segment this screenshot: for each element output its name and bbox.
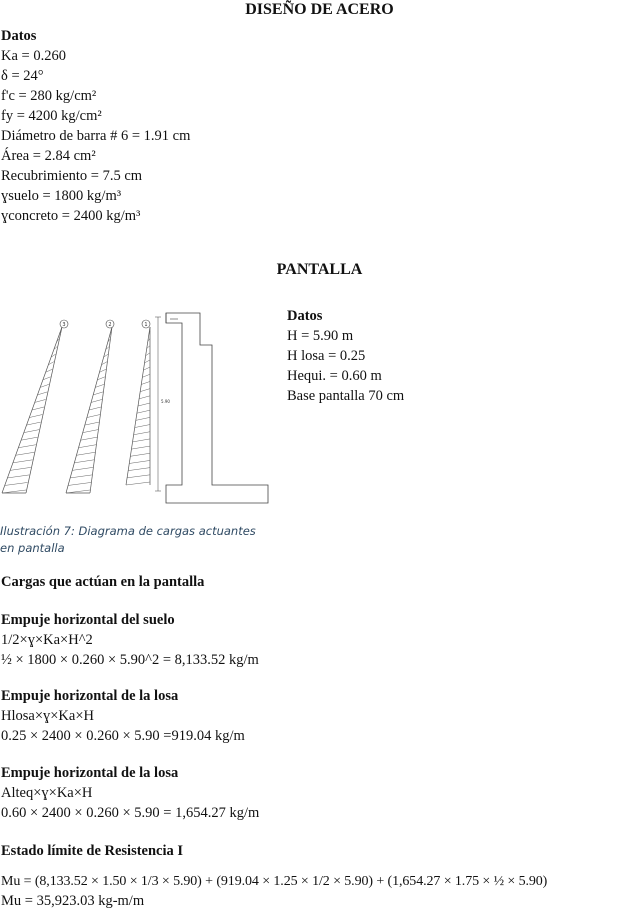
datos-line: f'c = 280 kg/cm² xyxy=(1,88,97,104)
label-3-text: 3 xyxy=(62,322,66,328)
load-arrow xyxy=(137,410,150,413)
load-arrow xyxy=(37,392,47,395)
section-formula: Hlosa×ɣ×Ka×H xyxy=(1,708,94,724)
estado-heading: Estado límite de Resistencia I xyxy=(1,843,184,859)
load-arrow xyxy=(126,482,150,485)
load-arrow xyxy=(76,452,95,455)
datos-line: Diámetro de barra # 6 = 1.91 cm xyxy=(1,128,191,144)
load-arrow xyxy=(70,475,92,478)
datos-line: δ = 24° xyxy=(1,68,44,84)
load-arrow xyxy=(141,381,150,384)
load-arrow xyxy=(145,360,150,363)
load-arrow xyxy=(130,453,150,456)
load-arrow xyxy=(40,384,49,387)
load-arrow xyxy=(79,445,96,448)
datos-line: ɣsuelo = 1800 kg/m³ xyxy=(1,188,122,204)
load-arrow xyxy=(27,422,41,425)
load-arrow xyxy=(16,452,35,455)
pantalla-datos-line: Hequi. = 0.60 m xyxy=(287,368,382,384)
section-formula: Alteq×ɣ×Ka×H xyxy=(1,785,93,801)
load-arrow xyxy=(140,389,150,392)
load-arrow xyxy=(13,460,33,463)
load-arrow xyxy=(35,399,46,402)
dimension-line xyxy=(155,317,161,491)
section-result: 0.60 × 2400 × 0.260 × 5.90 = 1,654.27 kg/m xyxy=(1,805,260,821)
load-arrow xyxy=(72,467,93,470)
load-arrow xyxy=(93,392,103,395)
load-arrow xyxy=(18,445,35,448)
datos-block xyxy=(1,26,190,226)
load-arrow xyxy=(32,407,44,410)
load-arrow xyxy=(142,374,150,377)
load-labels xyxy=(60,320,150,328)
load-arrow xyxy=(85,422,99,425)
datos-line: Ka = 0.260 xyxy=(1,48,66,64)
dimension-label: 5.90 xyxy=(161,399,170,404)
load-arrow xyxy=(134,432,150,435)
section-empuje-losa xyxy=(1,686,245,746)
pantalla-datos-line: H losa = 0.25 xyxy=(287,348,366,364)
load-arrow xyxy=(95,384,104,387)
load-arrow xyxy=(21,437,37,440)
load-arrow xyxy=(5,482,28,485)
section-empuje-suelo xyxy=(1,610,259,670)
load-arrow xyxy=(138,403,150,406)
estado-line-2: Mu = 35,923.03 kg-m/m xyxy=(1,893,145,909)
section-result: 0.25 × 2400 × 0.260 × 5.90 =919.04 kg/m xyxy=(1,728,245,744)
load-arrow xyxy=(131,446,150,449)
section-result: ½ × 1800 × 0.260 × 5.90^2 = 8,133.52 kg/m xyxy=(1,652,259,668)
pantalla-datos-line: Base pantalla 70 cm xyxy=(287,388,405,404)
load-arrow xyxy=(2,490,26,493)
page-title: DISEÑO DE ACERO xyxy=(245,1,394,18)
load-arrow xyxy=(74,460,94,463)
load-arrow xyxy=(133,439,150,442)
label-2-text: 2 xyxy=(108,322,112,328)
load-arrow xyxy=(83,430,98,433)
load-arrow xyxy=(10,467,31,470)
load-arrow xyxy=(143,367,150,370)
estado-line-1: Mu = (8,133.52 × 1.50 × 1/3 × 5.90) + (919.04 × 1.25 × 1/2 × 5.90) + (1,654.27 × 1.75 × ½ × 5.90) xyxy=(1,874,548,889)
load-arrow xyxy=(81,437,97,440)
label-1-text: 1 xyxy=(144,322,148,328)
section-heading: Empuje horizontal de la losa xyxy=(1,765,179,781)
datos-line: Recubrimiento = 7.5 cm xyxy=(1,168,143,184)
datos-line: fy = 4200 kg/cm² xyxy=(1,108,102,124)
load-arrow xyxy=(127,475,150,478)
load-arrow xyxy=(29,415,42,418)
load-arrow xyxy=(129,460,150,463)
section-heading: Empuje horizontal del suelo xyxy=(1,612,175,628)
section-empuje-losa-equivalente xyxy=(1,763,259,823)
wall-outline xyxy=(166,313,268,503)
pantalla-datos-block xyxy=(287,306,404,406)
load-arrow xyxy=(135,425,150,428)
datos-heading: Datos xyxy=(1,28,37,44)
figure-caption: Ilustración 7: Diagrama de cargas actuantes en pantalla xyxy=(0,524,256,555)
pantalla-datos-line: H = 5.90 m xyxy=(287,328,354,344)
datos-line: ɣconcreto = 2400 kg/m³ xyxy=(1,208,141,224)
load-arrow xyxy=(128,468,150,471)
pantalla-heading: PANTALLA xyxy=(276,261,363,278)
cargas-heading: Cargas que actúan en la pantalla xyxy=(1,574,205,590)
load-arrow xyxy=(139,396,150,399)
load-arrow xyxy=(68,482,91,485)
load-arrow xyxy=(66,490,90,493)
load-arrow xyxy=(97,377,105,380)
datos-line: Área = 2.84 cm² xyxy=(1,148,96,164)
load-arrow xyxy=(7,475,29,478)
pantalla-datos-heading: Datos xyxy=(287,308,323,324)
load-arrow xyxy=(136,417,150,420)
section-heading: Empuje horizontal de la losa xyxy=(1,688,179,704)
load-arrow xyxy=(91,399,102,402)
load-arrow xyxy=(87,415,100,418)
load-arrow xyxy=(89,407,101,410)
load-diagram xyxy=(0,305,280,515)
load-arrow xyxy=(24,430,39,433)
load-arrows xyxy=(2,331,150,493)
section-formula: 1/2×ɣ×Ka×H^2 xyxy=(1,632,93,648)
